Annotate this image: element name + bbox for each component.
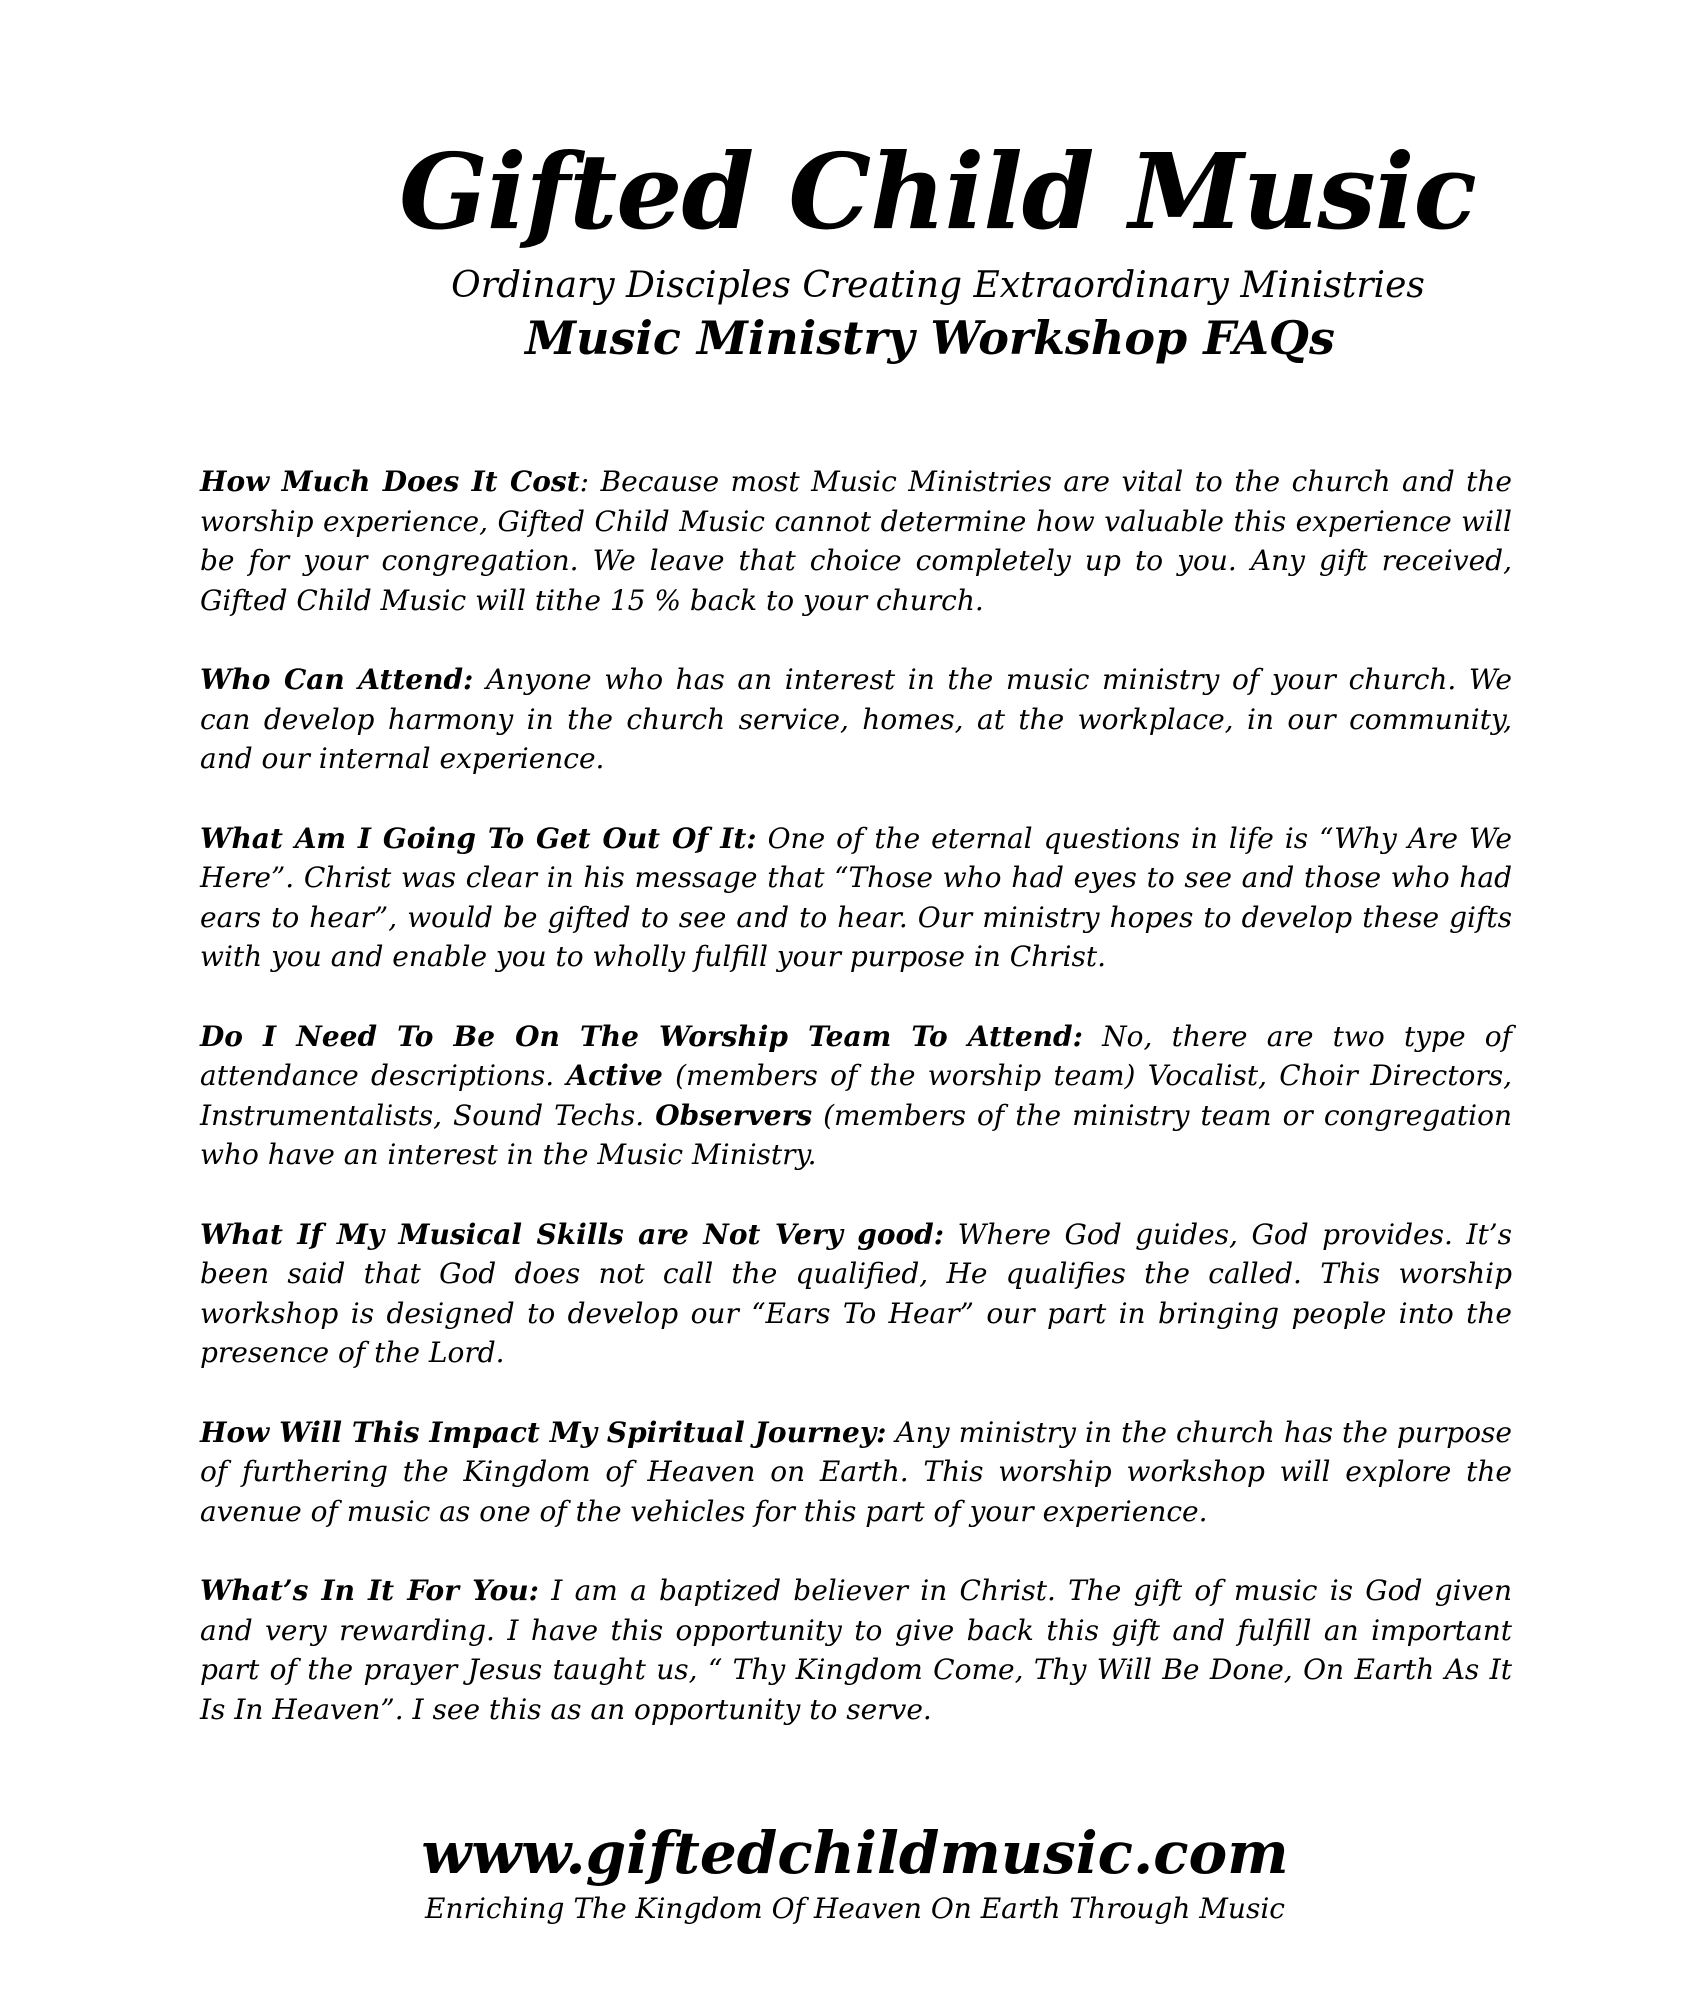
- faq-question: Do I Need To Be On The Worship Team To Attend:: [200, 1019, 1083, 1053]
- page-subtitle: Music Ministry Workshop FAQs: [525, 311, 1335, 366]
- faq-item-spiritual-journey: [200, 1413, 1512, 1532]
- faq-answer: One of the eternal questions in life is “Why Are We Here”. Christ was clear in his message that “Those who had eyes to see and those who had ears to hear”, would be gifted to see and to hear. Our ministry hopes to develop these gifts with you and enable you to wholly fulfill your purpose in Christ.: [200, 821, 1513, 973]
- footer-tagline: Enriching The Kingdom Of Heaven On Earth Through Music: [425, 1891, 1285, 1925]
- faq-answer: Where God guides, God provides. It’s been said that God does not call the qualified, He qualifies the called. This worship workshop is designed to develop our “Ears To Hear” our part in bringing people into the presence of the Lord.: [200, 1217, 1513, 1369]
- page-title: Gifted Child Music: [399, 130, 1476, 253]
- faq-item-skills: [200, 1215, 1512, 1373]
- faq-question: How Will This Impact My Spiritual Journey:: [200, 1415, 887, 1449]
- faq-item-worship-team: [200, 1017, 1512, 1175]
- website-url: www.giftedchildmusic.com: [421, 1819, 1289, 1887]
- faq-question: How Much Does It Cost: [200, 465, 580, 498]
- faq-answer: Anyone who has an interest in the music ministry of your church. We can develop harmony in the church service, homes, at the workplace, in our community, and our internal experience.: [200, 663, 1513, 775]
- faq-question: Who Can Attend:: [200, 663, 474, 696]
- faq-item-whats-in-it: [200, 1571, 1512, 1729]
- attendance-type-active: Active: [566, 1059, 663, 1092]
- faq-question: What If My Musical Skills are Not Very good:: [200, 1217, 945, 1251]
- page-footer: [0, 1819, 1700, 1925]
- faq-answer: (members of the ministry team or congregation who have an interest in the Music Ministry.: [200, 1098, 1512, 1171]
- faq-question: What Am I Going To Get Out Of It:: [200, 821, 757, 855]
- faq-answer: (members of the worship team) Vocalist, Choir Directors, Instrumentalists, Sound Techs.: [200, 1059, 1512, 1132]
- page-tagline: Ordinary Disciples Creating Extraordinary Ministries: [451, 265, 1425, 306]
- faq-question: What’s In It For You:: [200, 1574, 539, 1607]
- faq-answer: I am a baptized believer in Christ. The gift of music is God given and very rewarding. I have this opportunity to give back this gift and fulfill an important part of the prayer Jesus taught us, “ Thy Kingdom Come, Thy Will Be Done, On Earth As It Is In Heaven”. I see this as an opportunity to serve.: [200, 1574, 1512, 1726]
- faq-item-attend: [200, 660, 1512, 779]
- faq-item-benefit: [200, 819, 1512, 977]
- faq-answer: Any ministry in the church has the purpose of furthering the Kingdom of Heaven on Earth. This worship workshop will explore the avenue of music as one of the vehicles for this part of your experience.: [200, 1415, 1512, 1528]
- attendance-type-observers: Observers: [655, 1098, 813, 1132]
- faq-answer: : Because most Music Ministries are vital to the church and the worship experience, Gifted Child Music cannot determine how valuable this experience will be for your congregation. We leave that choice completely up to you. Any gift received, Gifted Child Music will tithe 15 % back to your church.: [200, 465, 1512, 617]
- page-header: [0, 130, 1700, 366]
- faq-item-cost: [200, 462, 1512, 620]
- faq-list: [200, 462, 1512, 1769]
- faq-answer: No, there are two type of attendance descriptions.: [200, 1019, 1512, 1092]
